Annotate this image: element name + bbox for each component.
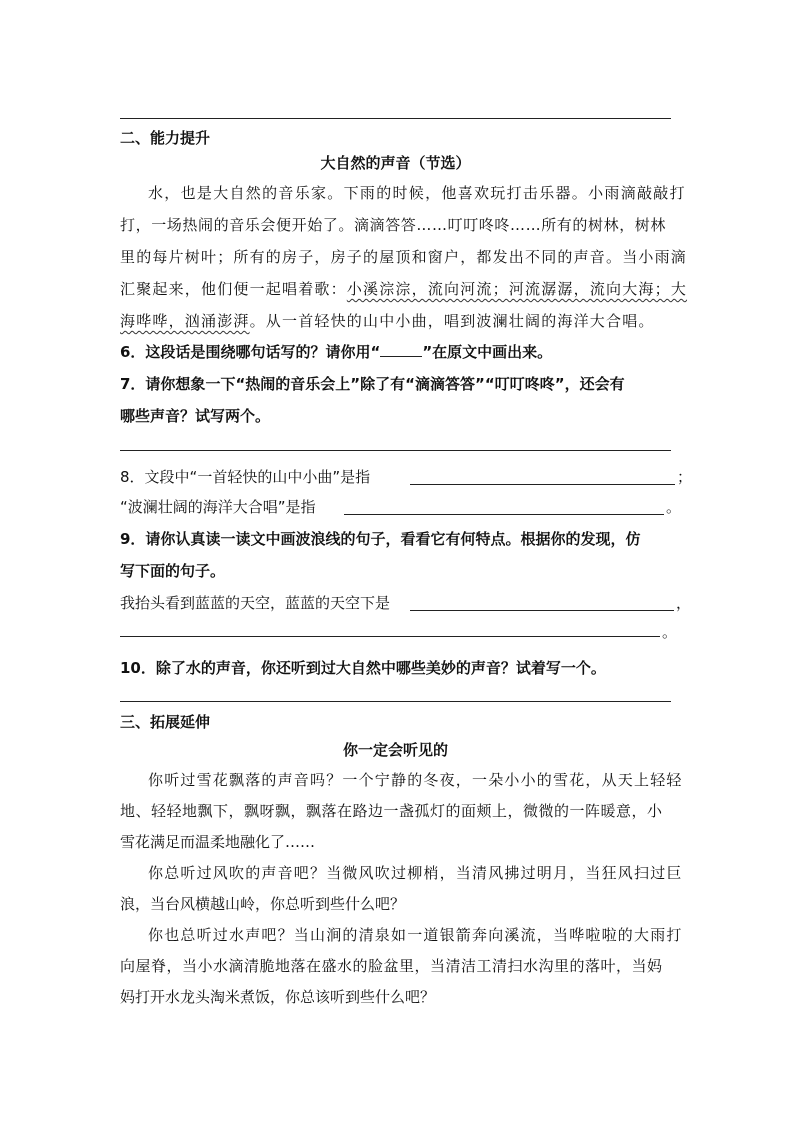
question-6-underline-sample [380, 342, 422, 357]
top-rule [120, 118, 671, 119]
wavy-underlined-sentence-part2: 海哗哗，汹涌澎湃 [120, 312, 250, 330]
answer-line-q7[interactable] [120, 450, 671, 451]
question-8-text-2: “波澜壮阔的海洋大合唱”是指 [120, 498, 316, 516]
question-7-line-1: 7．请你想象一下“热闹的音乐会上”除了有“滴滴答答”“叮叮咚咚”，还会有 [120, 375, 625, 393]
answer-blank-q9-1[interactable] [410, 596, 674, 611]
question-9-line-2: 写下面的句子。 [120, 562, 226, 580]
question-8-line-2 [120, 497, 316, 517]
question-9-line-1: 9．请你认真读一读文中画波浪线的句子，看看它有何特点。根据你的发现，仿 [120, 530, 641, 548]
section-heading-ability: 二、能力提升 [120, 129, 211, 147]
passage-title: 大自然的声音（节选） [320, 154, 471, 172]
reading-title: 你一定会听见的 [342, 741, 448, 759]
answer-line-q10[interactable] [120, 701, 671, 702]
answer-blank-q9-2[interactable] [120, 622, 660, 637]
question-6-text: 6．这段话是围绕哪句话写的？请你用“ [120, 343, 381, 361]
reading-p2-line-2: 浪，当台风横越山岭，你总听到些什么吧？ [120, 895, 406, 913]
passage-line-2: 打，一场热闹的音乐会便开始了。滴滴答答……叮叮咚咚……所有的树林，树林 [120, 216, 667, 234]
reading-p1-line-3: 雪花满足而温柔地融化了…… [120, 833, 316, 851]
question-6 [120, 342, 552, 362]
passage-line-1: 水，也是大自然的音乐家。下雨的时候，他喜欢玩打击乐器。小雨滴敲敲打 [148, 184, 686, 202]
question-7-line-2: 哪些声音？试写两个。 [120, 407, 271, 425]
wavy-underlined-sentence-part1: 小溪淙淙，流向河流；河流潺潺，流向大海；大 [346, 280, 688, 298]
passage-line-4 [120, 279, 687, 299]
passage-line-4-plain: 汇聚起来，他们便一起唱着歌： [120, 280, 347, 298]
reading-p3-line-2: 向屋脊，当小水滴清脆地落在盛水的脸盆里，当清洁工清扫水沟里的落叶，当妈 [120, 957, 663, 975]
question-6-text-end: ”在原文中画出来。 [422, 343, 553, 361]
reading-p1-line-1: 你听过雪花飘落的声音吗？一个宁静的冬夜，一朵小小的雪花，从天上轻轻 [148, 771, 683, 789]
answer-blank-q8-1[interactable] [410, 470, 675, 485]
reading-p2-line-1: 你总听过风吹的声音吧？当微风吹过柳梢，当清风拂过明月，当狂风扫过巨 [148, 864, 683, 882]
question-8-line-1 [120, 467, 370, 487]
question-9-line-3: 我抬头看到蓝蓝的天空，蓝蓝的天空下是 [120, 594, 391, 612]
section-heading-extension: 三、拓展延伸 [120, 713, 211, 731]
reading-p3-line-1: 你也总听过水声吧？当山涧的清泉如一道银箭奔向溪流，当哗啦啦的大雨打 [148, 926, 683, 944]
question-10: 10．除了水的声音，你还听到过大自然中哪些美妙的声音？试着写一个。 [120, 659, 606, 677]
question-8-line-1-end: ； [677, 468, 693, 486]
passage-line-5 [120, 311, 655, 331]
answer-blank-q8-2[interactable] [344, 500, 664, 515]
question-8-text-1: 8．文段中“一首轻快的山中小曲”是指 [120, 468, 371, 486]
reading-p1-line-2: 地、轻轻地飘下，飘呀飘，飘落在路边一盏孤灯的面颊上，微微的一阵暖意，小 [120, 802, 663, 820]
reading-p3-line-3: 妈打开水龙头淘米煮饭，你总该听到些什么吧？ [120, 988, 436, 1006]
question-8-line-2-end: 。 [666, 498, 682, 516]
passage-line-5-plain: 。从一首轻快的山中小曲，唱到波澜壮阔的海洋大合唱。 [249, 312, 655, 330]
question-9-line-3-end: ， [676, 594, 692, 612]
question-9-line-4-end: 。 [662, 623, 678, 641]
passage-line-3: 里的每片树叶；所有的房子，房子的屋顶和窗户，都发出不同的声音。当小雨滴 [120, 248, 688, 266]
